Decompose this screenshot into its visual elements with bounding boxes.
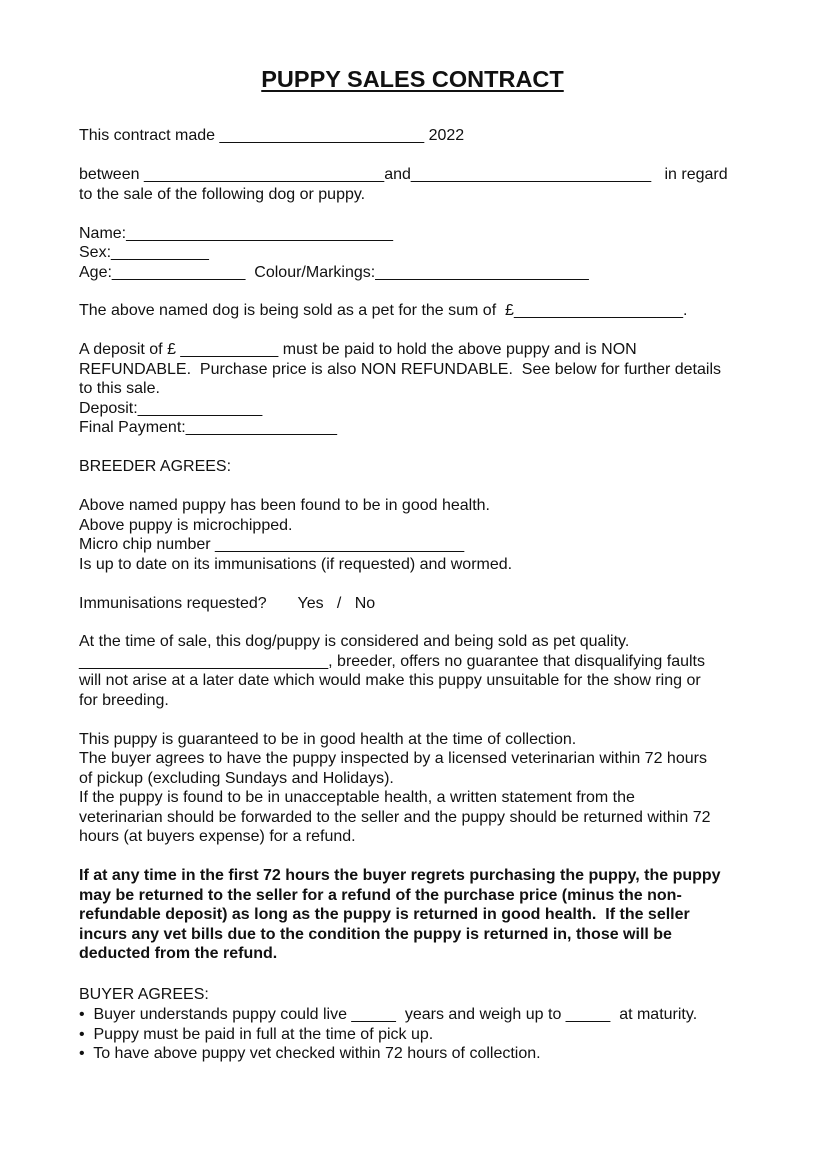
page-title: PUPPY SALES CONTRACT (261, 66, 564, 92)
contract-line: of pickup (excluding Sundays and Holidays). (79, 770, 394, 787)
contract-line: This puppy is guaranteed to be in good health at the time of collection. (79, 731, 577, 748)
contract-line: Age:_______________ Colour/Markings:________________________ (79, 264, 589, 281)
contract-line: hours (at buyers expense) for a refund. (79, 828, 356, 845)
contract-line: to this sale. (79, 380, 160, 397)
refund-clause-line: If at any time in the first 72 hours the buyer regrets purchasing the puppy, the puppy (79, 867, 721, 884)
contract-line: The buyer agrees to have the puppy inspected by a licensed veterinarian within 72 hours (79, 750, 707, 767)
contract-line: between ___________________________and___________________________ in regard (79, 166, 728, 183)
contract-line: Above puppy is microchipped. (79, 517, 293, 534)
contract-line: Above named puppy has been found to be in good health. (79, 497, 490, 514)
refund-clause-line: may be returned to the seller for a refund of the purchase price (minus the non- (79, 887, 682, 904)
refund-clause-line: deducted from the refund. (79, 945, 278, 962)
refund-clause-line: incurs any vet bills due to the condition the puppy is returned in, those will be (79, 926, 672, 943)
contract-line: At the time of sale, this dog/puppy is considered and being sold as pet quality. (79, 633, 630, 650)
contract-line: The above named dog is being sold as a pet for the sum of £___________________. (79, 302, 688, 319)
refund-clause-line: refundable deposit) as long as the puppy is returned in good health. If the seller (79, 906, 690, 923)
contract-line: Name:______________________________ (79, 225, 394, 242)
contract-line: ____________________________, breeder, offers no guarantee that disqualifying faults (79, 653, 705, 670)
contract-line: REFUNDABLE. Purchase price is also NON REFUNDABLE. See below for further details (79, 361, 722, 378)
contract-line: veterinarian should be forwarded to the seller and the puppy should be returned within 72 (79, 809, 711, 826)
contract-line: If the puppy is found to be in unacceptable health, a written statement from the (79, 789, 635, 806)
contract-line: Final Payment:_________________ (79, 419, 337, 436)
contract-line: will not arise at a later date which would make this puppy unsuitable for the show ring or (79, 672, 701, 689)
contract-line: A deposit of £ ___________ must be paid to hold the above puppy and is NON (79, 341, 637, 358)
buyer-agrees-heading: BUYER AGREES: (79, 986, 209, 1003)
contract-line: Immunisations requested? Yes / No (79, 595, 376, 612)
buyer-item: • To have above puppy vet checked within 72 hours of collection. (79, 1045, 541, 1062)
contract-line: This contract made _______________________ 2022 (79, 127, 465, 144)
contract-line: Is up to date on its immunisations (if requested) and wormed. (79, 556, 513, 573)
buyer-item: • Puppy must be paid in full at the time of pick up. (79, 1026, 434, 1043)
contract-line: BREEDER AGREES: (79, 458, 232, 475)
contract-line: Sex:___________ (79, 244, 209, 261)
buyer-item: • Buyer understands puppy could live _____ years and weigh up to _____ at maturity. (79, 1006, 698, 1023)
contract-line: Micro chip number ____________________________ (79, 536, 465, 553)
contract-line: to the sale of the following dog or puppy. (79, 186, 366, 203)
contract-line: for breeding. (79, 692, 169, 709)
contract-line: Deposit:______________ (79, 400, 263, 417)
